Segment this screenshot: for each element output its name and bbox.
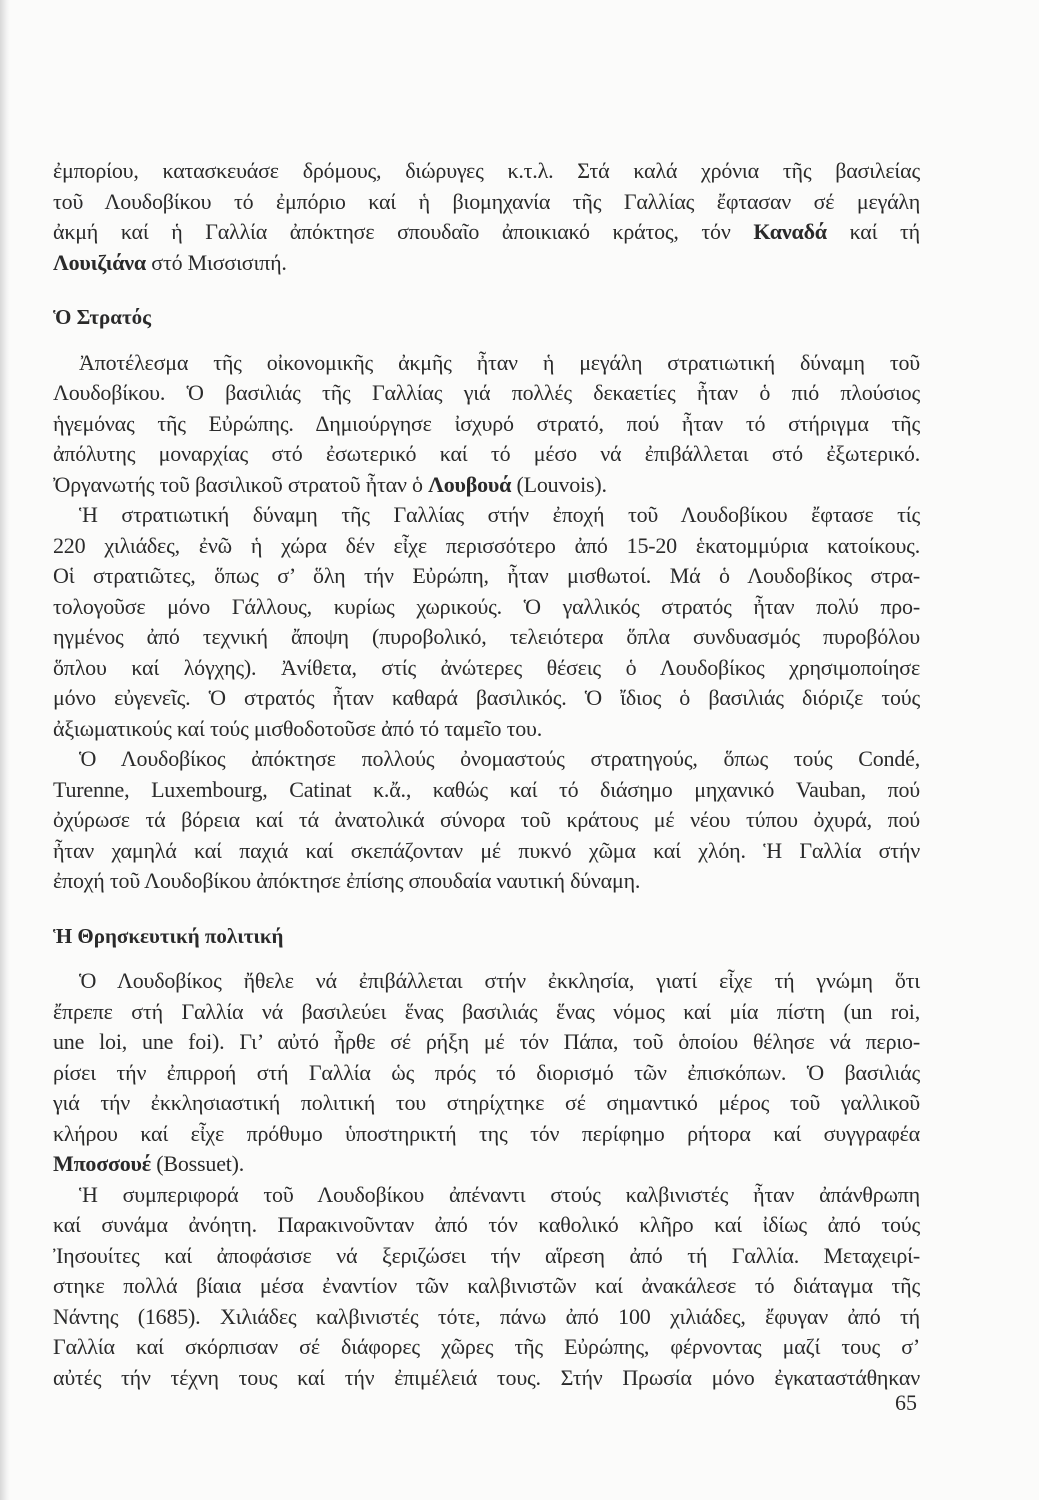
text-line bbox=[53, 592, 920, 623]
paragraph bbox=[53, 500, 920, 744]
bold-term: Λουιζιάνα bbox=[53, 249, 146, 275]
text-line bbox=[53, 653, 920, 684]
text-run: ρίσει τήν ἐπιρροή στή Γαλλία ὡς πρός τό διορισμό τῶν ἐπισκόπων. Ὁ βασιλιάς bbox=[53, 1059, 920, 1085]
text-line bbox=[53, 217, 920, 248]
text-run: ἐμπορίου, κατασκευάσε δρόμους, διώρυγες κ.τ.λ. Στά καλά χρόνια τῆς βασιλείας bbox=[53, 158, 920, 183]
page-body-text bbox=[53, 156, 920, 1393]
bold-term: Καναδά bbox=[753, 219, 827, 244]
text-line bbox=[53, 1058, 920, 1089]
text-line bbox=[53, 836, 920, 867]
text-line bbox=[53, 1149, 920, 1180]
text-run: Νάντης (1685). Χιλιάδες καλβινιστές τότε, πάνω ἀπό 100 χιλιάδες, ἔφυγαν ἀπό τή bbox=[53, 1303, 920, 1329]
text-line bbox=[53, 622, 920, 653]
text-run: Ἰησουίτες καί ἀποφάσισε νά ξεριζώσει τήν αἵρεση ἀπό τή Γαλλία. Μεταχειρί- bbox=[53, 1242, 920, 1268]
bold-term: Λουβουά bbox=[428, 471, 512, 497]
text-run: μόνο εὐγενεῖς. Ὁ στρατός ἦταν καθαρά βασιλικός. Ὁ ἴδιος ὁ βασιλιάς διόριζε τούς bbox=[53, 685, 920, 710]
paragraph bbox=[53, 156, 920, 278]
text-run: Ἡ συμπεριφορά τοῦ Λουδοβίκου ἀπέναντι στούς καλβινιστές ἦταν ἀπάνθρωπη bbox=[79, 1181, 920, 1207]
text-line bbox=[53, 966, 920, 997]
text-run: καί συνάμα ἀνόητη. Παρακινοῦνταν ἀπό τόν καθολικό κλῆρο καί ἰδίως ἀπό τούς bbox=[53, 1212, 920, 1237]
text-line bbox=[53, 348, 920, 379]
text-run: ἀξιωματικούς καί τούς μισθοδοτοῦσε ἀπό τό ταμεῖο του. bbox=[53, 715, 543, 741]
text-run: Ὁ Λουδοβίκος ἀπόκτησε πολλούς ὀνομαστούς στρατηγούς, ὅπως τούς Condé, bbox=[79, 746, 920, 771]
text-line bbox=[53, 439, 920, 470]
text-run: κλήρου καί εἶχε πρόθυμο ὑποστηρικτή της τόν περίφημο ρήτορα καί συγγραφέα bbox=[53, 1120, 920, 1146]
text-run: ηγμένος ἀπό τεχνική ἄποψη (πυροβολικό, τελειότερα ὅπλα συνδυασμός πυροβόλου bbox=[53, 624, 920, 649]
text-run: Γαλλία καί σκόρπισαν σέ διάφορες χῶρες τῆς Εὐρώπης, φέρνοντας μαζί τους σ’ bbox=[53, 1334, 920, 1359]
text-run: ὀχύρωσε τά βόρεια καί τά ἀνατολικά σύνορα τοῦ κράτους μέ νέου τύπου ὀχυρά, πού bbox=[53, 807, 920, 832]
text-line bbox=[53, 409, 920, 440]
text-run: Ἀποτέλεσμα τῆς οἰκονομικῆς ἀκμῆς ἦταν ἡ μεγάλη στρατιωτική δύναμη τοῦ bbox=[79, 349, 920, 375]
text-run: ἀπόλυτης μοναρχίας στό ἐσωτερικό καί τό μέσο νά ἐπιβάλλεται στό ἐξωτερικό. bbox=[53, 441, 920, 466]
text-line bbox=[53, 805, 920, 836]
text-run: αὐτές τήν τέχνη τους καί τήν ἐπιμέλειά τους. Στήν Πρωσία μόνο ἐγκαταστάθηκαν bbox=[53, 1364, 920, 1390]
text-run: (Bossuet). bbox=[150, 1151, 245, 1176]
text-line bbox=[53, 248, 920, 279]
text-line bbox=[53, 744, 920, 775]
text-run: Turenne, Luxembourg, Catinat κ.ἄ., καθώς καί τό διάσημο μηχανικό Vauban, πού bbox=[53, 776, 920, 802]
text-line bbox=[53, 500, 920, 531]
text-run: Οἱ στρατιῶτες, ὅπως σ’ ὅλη τήν Εὐρώπη, ἦταν μισθωτοί. Μά ὁ Λουδοβίκος στρα- bbox=[53, 563, 920, 588]
page-number: 65 bbox=[895, 1390, 917, 1415]
text-run: Ὀργανωτής τοῦ βασιλικοῦ στρατοῦ ἦταν ὁ bbox=[53, 471, 429, 497]
text-run: γιά τήν ἐκκλησιαστική πολιτική του στηρίχτηκε σέ σημαντικό μέρος τοῦ γαλλικοῦ bbox=[53, 1090, 920, 1115]
text-line bbox=[53, 1363, 920, 1394]
text-run: ὅπλου καί λόγχης). Ἀνίθετα, στίς ἀνώτερες θέσεις ὁ Λουδοβίκος χρησιμοποίησε bbox=[53, 654, 920, 680]
text-run: καί τή bbox=[826, 219, 920, 244]
text-run: στηκε πολλά βίαια μέσα ἐναντίον τῶν καλβινιστῶν καί ἀνακάλεσε τό διάταγμα τῆς bbox=[53, 1273, 920, 1298]
text-run: Λουδοβίκου. Ὁ βασιλιάς τῆς Γαλλίας γιά πολλές δεκαετίες ἦταν ὁ πιό πλούσιος bbox=[53, 380, 920, 405]
text-line bbox=[53, 714, 920, 745]
paragraph bbox=[53, 966, 920, 1180]
text-line bbox=[53, 1119, 920, 1150]
paragraph bbox=[53, 1180, 920, 1394]
text-run: ἔπρεπε στή Γαλλία νά βασιλεύει ἕνας βασιλιάς ἕνας νόμος καί μία πίστη (un roi, bbox=[53, 998, 920, 1024]
text-run: στό Μισσισιπή. bbox=[145, 249, 287, 275]
text-line bbox=[53, 1027, 920, 1058]
text-line bbox=[53, 1088, 920, 1119]
paragraph bbox=[53, 744, 920, 897]
text-run: τοῦ Λουδοβίκου τό ἐμπόριο καί ἡ βιομηχανία τῆς Γαλλίας ἔφτασαν σέ μεγάλη bbox=[53, 188, 920, 214]
text-run: ἐποχή τοῦ Λουδοβίκου ἀπόκτησε ἐπίσης σπουδαία ναυτική δύναμη. bbox=[53, 868, 641, 893]
text-line bbox=[53, 775, 920, 806]
section-heading: Ὁ Στρατός bbox=[53, 305, 152, 329]
text-line bbox=[53, 561, 920, 592]
text-run: Ἡ στρατιωτική δύναμη τῆς Γαλλίας στήν ἐποχή τοῦ Λουδοβίκου ἔφτασε τίς bbox=[79, 502, 920, 527]
text-line bbox=[53, 866, 920, 897]
text-line bbox=[53, 997, 920, 1028]
text-line bbox=[53, 1241, 920, 1272]
paragraph bbox=[53, 348, 920, 501]
text-line bbox=[53, 1210, 920, 1241]
text-line bbox=[53, 1302, 920, 1333]
text-line bbox=[53, 378, 920, 409]
text-line bbox=[53, 683, 920, 714]
bold-term: Μποσσουέ bbox=[53, 1151, 151, 1176]
section-heading: Ἡ Θρησκευτική πολιτική bbox=[53, 923, 284, 948]
text-line bbox=[53, 470, 920, 501]
text-line bbox=[53, 531, 920, 562]
text-run: ἡγεμόνας τῆς Εὐρώπης. Δημιούργησε ἰσχυρό στρατό, πού ἦταν τό στήριγμα τῆς bbox=[53, 410, 920, 436]
text-run: ἀκμή καί ἡ Γαλλία ἀπόκτησε σπουδαῖο ἀποικιακό κράτος, τόν bbox=[53, 219, 754, 244]
text-run: ἦταν χαμηλά καί παχιά καί σκεπάζονταν μέ πυκνό χῶμα καί χλόη. Ἡ Γαλλία στήν bbox=[53, 837, 920, 863]
text-line bbox=[53, 1271, 920, 1302]
text-line bbox=[53, 156, 920, 187]
text-run: (Louvois). bbox=[511, 471, 607, 497]
text-run: Ὁ Λουδοβίκος ἤθελε νά ἐπιβάλλεται στήν ἐκκλησία, γιατί εἶχε τή γνώμη ὅτι bbox=[79, 968, 920, 993]
page-binding-shadow bbox=[0, 0, 10, 1500]
text-run: τολογοῦσε μόνο Γάλλους, κυρίως χωρικούς. Ὁ γαλλικός στρατός ἦταν πολύ προ- bbox=[53, 593, 920, 619]
text-line bbox=[53, 1180, 920, 1211]
text-run: une loi, une foi). Γι’ αὐτό ἦρθε σέ ρήξη μέ τόν Πάπα, τοῦ ὁποίου θέλησε νά περιο- bbox=[53, 1029, 920, 1054]
text-line bbox=[53, 1332, 920, 1363]
text-line bbox=[53, 187, 920, 218]
text-run: 220 χιλιάδες, ἐνῶ ἡ χώρα δέν εἶχε περισσότερο ἀπό 15-20 ἑκατομμύρια κατοίκους. bbox=[53, 532, 920, 558]
